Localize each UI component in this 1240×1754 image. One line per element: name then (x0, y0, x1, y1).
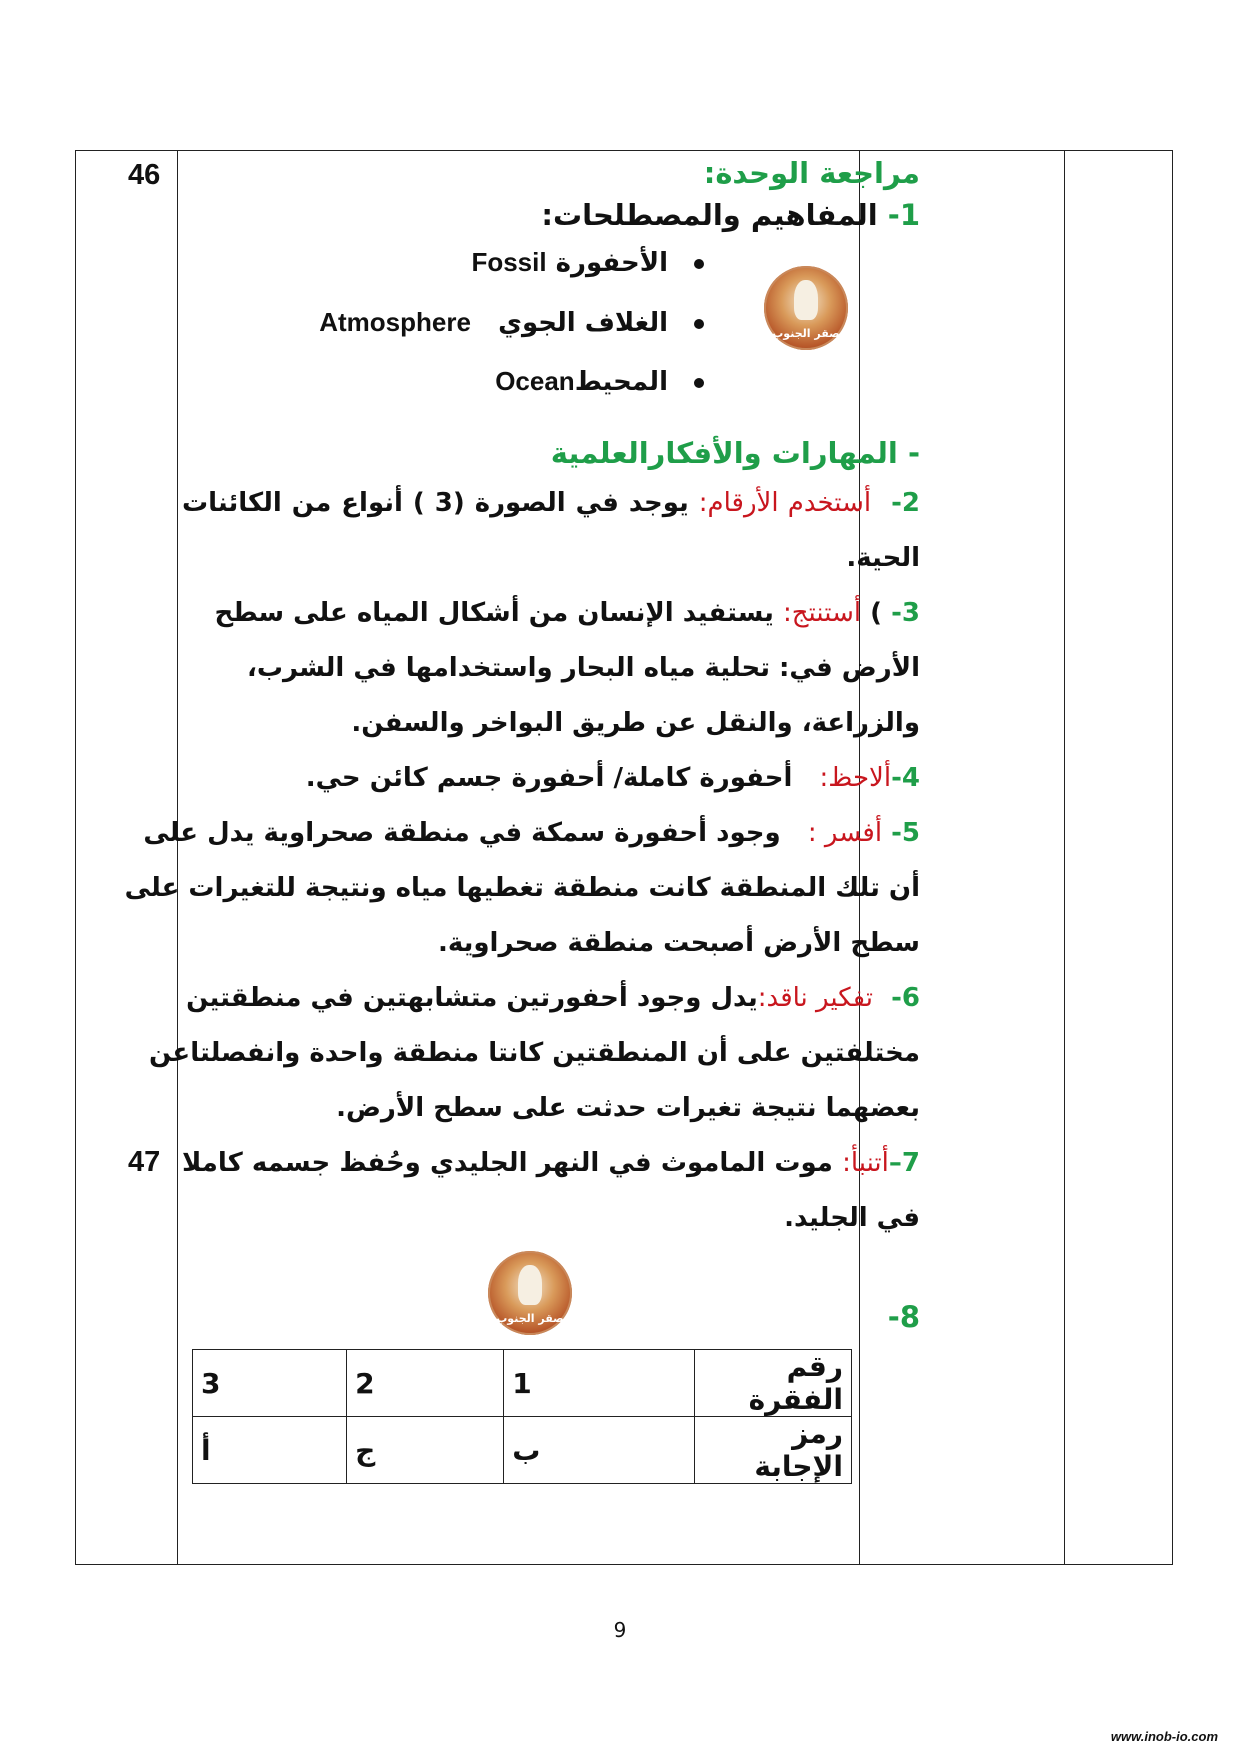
term-atmosphere: الغلاف الجوي Atmosphere (319, 307, 704, 338)
table-cell: 2 (347, 1350, 504, 1417)
concepts-heading: 1- المفاهيم والمصطلحات: (541, 198, 920, 232)
term-fossil: الأحفورة Fossil (471, 247, 704, 278)
table-row (193, 1417, 852, 1484)
table-header-cell: رمز الإجابة (695, 1417, 852, 1484)
publisher-logo-icon: صقر الجنوب (764, 266, 848, 350)
column-divider (1064, 151, 1065, 1564)
q3-line3: والزراعة، والنقل عن طريق البواخر والسفن. (351, 708, 920, 738)
page-number-47: 47 (128, 1146, 161, 1178)
answer-table (192, 1349, 852, 1484)
page-number-46: 46 (128, 159, 161, 191)
table-row (193, 1350, 852, 1417)
q6-line3: بعضهما نتيجة تغيرات حدثت على سطح الأرض. (336, 1093, 920, 1123)
table-cell: 3 (193, 1350, 347, 1417)
q3-line1: 3- ) أستنتج: يستفيد الإنسان من أشكال المياه على سطح (214, 598, 920, 628)
review-title: مراجعة الوحدة: (703, 156, 920, 190)
lesson-table (75, 150, 1173, 1565)
q4-line: 4-ألاحظ: أحفورة كاملة/ أحفورة جسم كائن حي. (305, 763, 920, 793)
publisher-logo-icon: صقر الجنوب (488, 1251, 572, 1335)
q5-line1: 5- أفسر : وجود أحفورة سمكة في منطقة صحراوية يدل على (143, 818, 920, 848)
q2-line1: 2- أستخدم الأرقام: يوجد في الصورة (3 ) أنواع من الكائنات (182, 488, 920, 518)
term-ocean: المحيطOcean (495, 366, 704, 397)
q8-number: -8 (887, 1300, 920, 1334)
bullet-icon (694, 378, 704, 388)
bullet-icon (694, 259, 704, 269)
table-cell: ج (347, 1417, 504, 1484)
bullet-icon (694, 319, 704, 329)
q3-line2: الأرض في: تحلية مياه البحار واستخدامها في الشرب، (247, 653, 920, 683)
q2-line2: الحية. (846, 543, 920, 573)
watermark: www.inob-io.com (1110, 1729, 1218, 1744)
q7-line2: في الجليد. (784, 1203, 920, 1233)
q7-line1: 7–أتنبأ: موت الماموث في النهر الجليدي وحُفظ جسمه كاملا (182, 1148, 920, 1178)
table-cell: ب (504, 1417, 695, 1484)
skills-heading: - المهارات والأفكارالعلمية (550, 436, 920, 470)
footer-page-number: 9 (613, 1618, 627, 1642)
q5-line2: أن تلك المنطقة كانت منطقة تغطيها مياه ونتيجة للتغيرات على (124, 873, 920, 903)
table-header-cell: رقم الفقرة (695, 1350, 852, 1417)
table-cell: أ (193, 1417, 347, 1484)
table-cell: 1 (504, 1350, 695, 1417)
q6-line2: مختلفتين على أن المنطقتين كانتا منطقة واحدة وانفصلتاعن (149, 1038, 920, 1068)
q6-line1: 6- تفكير ناقد:يدل وجود أحفورتين متشابهتين في منطقتين (186, 983, 920, 1013)
q5-line3: سطح الأرض أصبحت منطقة صحراوية. (437, 928, 920, 958)
